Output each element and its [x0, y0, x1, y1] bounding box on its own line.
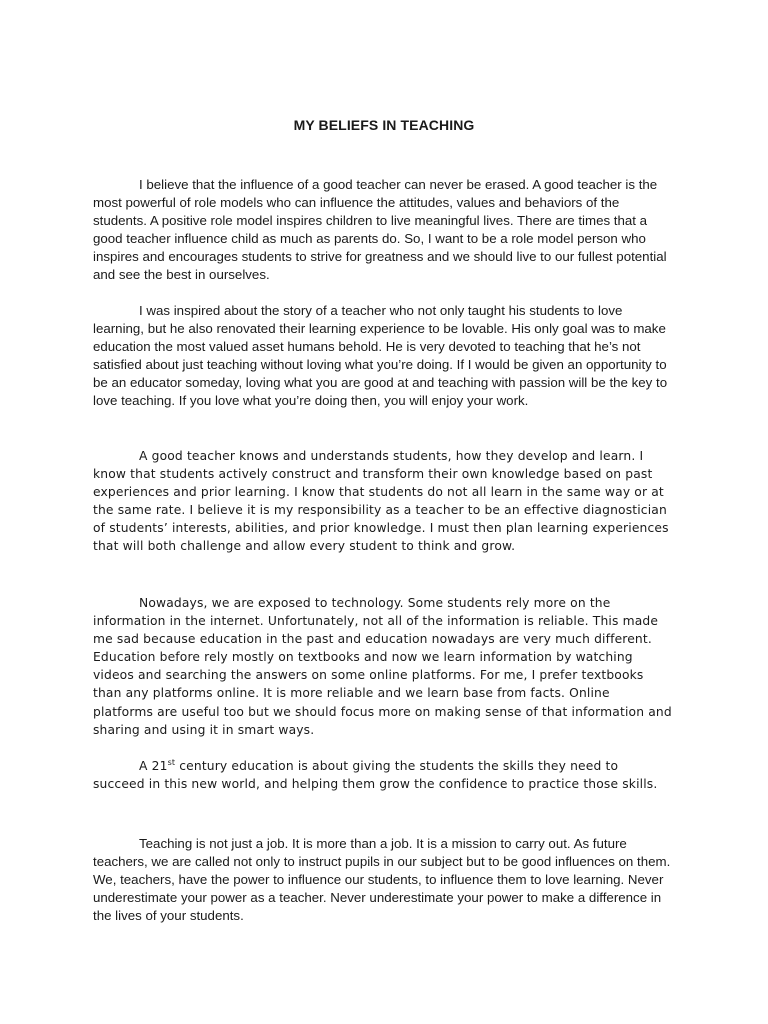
paragraph-5: [93, 757, 673, 793]
paragraph-6: Teaching is not just a job. It is more than a job. It is a mission to carry out. As future teachers, we are called not only to instruct pupils in our subject but to be good influences on them. We, teachers, have the power to influence our students, to influence them to love learning. Never underestimate your power as a teacher. Never underestimate your power to make a difference in the lives of your students.: [93, 836, 671, 924]
paragraph-1: I believe that the influence of a good teacher can never be erased. A good teacher is the most powerful of role models who can influence the attitudes, values and behaviors of the students. A positive role model inspires children to live meaningful lives. There are times that a good teacher influence child as much as parents do. So, I want to be a role model person who inspires and encourages students to strive for greatness and we should live to our fullest potential and see the best in ourselves.: [93, 177, 667, 283]
paragraph-3: A good teacher knows and understands students, how they develop and learn. I know that students actively construct and transform their own knowledge based on past experiences and prior learning. I know that students do not all learn in the same way or at the same rate. I believe it is my responsibility as a teacher to be an effective diagnostician of students’ interests, abilities, and prior knowledge. I must then plan learning experiences that will both challenge and allow every student to think and grow.: [93, 449, 669, 554]
paragraph-5-start: A 21: [139, 759, 168, 773]
paragraph-4: Nowadays, we are exposed to technology. Some students rely more on the information in the internet. Unfortunately, not all of the information is reliable. This made me sad because education in the past and education nowadays are very much different. Education before rely mostly on textbooks and now we learn information by watching videos and searching the answers on some online platforms. For me, I prefer textbooks than any platforms online. It is more reliable and we learn base from facts. Online platforms are useful too but we should focus more on making sense of that information and sharing and using it in smart ways.: [93, 596, 672, 737]
ordinal-suffix: st: [167, 757, 176, 767]
document-title: MY BELIEFS IN TEACHING: [293, 117, 475, 133]
paragraph-5-rest: century education is about giving the students the skills they need to succeed in this new world, and helping them grow the confidence to practice those skills.: [93, 759, 658, 792]
paragraph-2: I was inspired about the story of a teacher who not only taught his students to love learning, but he also renovated their learning experience to be lovable. His only goal was to make education the most valued asset humans behold. He is very devoted to teaching that he’s not satisfied about just teaching without loving what you’re doing. If I would be given an opportunity to be an educator someday, loving what you are good at and teaching with passion will be the key to love teaching. If you love what you’re doing then, you will enjoy your work.: [93, 303, 668, 409]
